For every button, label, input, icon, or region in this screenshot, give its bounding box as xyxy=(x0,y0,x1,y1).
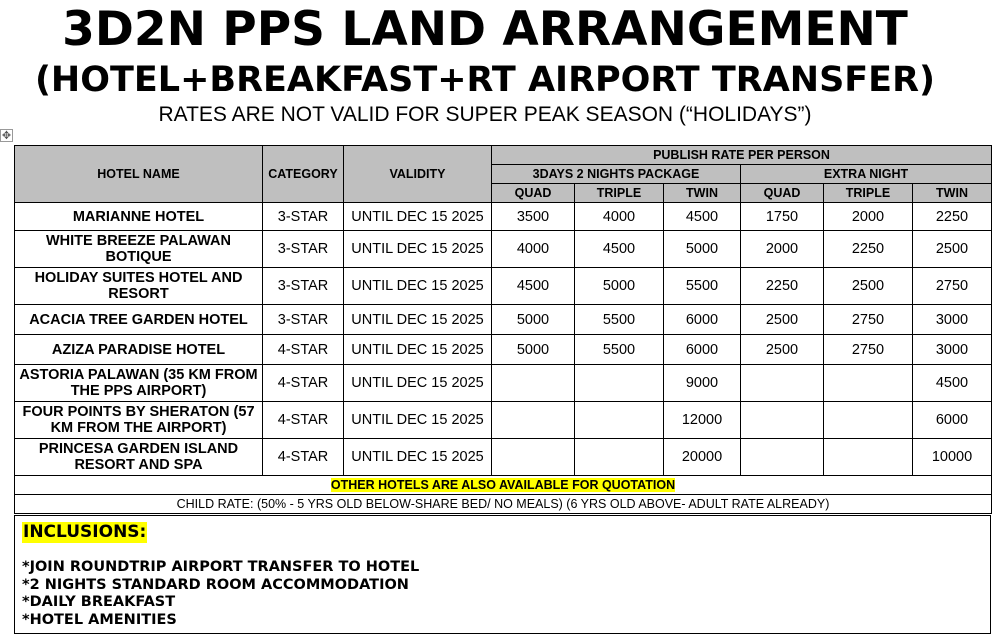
ex-quad: 2000 xyxy=(741,231,824,268)
inclusions-list xyxy=(22,559,419,629)
hotel-name: MARIANNE HOTEL xyxy=(15,203,263,231)
category: 4-STAR xyxy=(263,335,344,365)
header-validity: VALIDITY xyxy=(344,146,492,203)
ex-triple xyxy=(824,402,913,439)
ex-quad: 1750 xyxy=(741,203,824,231)
pkg-twin: 12000 xyxy=(664,402,741,439)
page-subtitle: (HOTEL+BREAKFAST+RT AIRPORT TRANSFER) xyxy=(34,60,936,100)
header-publish-rate: PUBLISH RATE PER PERSON xyxy=(492,146,992,165)
ex-triple: 2000 xyxy=(824,203,913,231)
validity: UNTIL DEC 15 2025 xyxy=(344,268,492,305)
inclusions-box xyxy=(14,515,991,634)
ex-quad xyxy=(741,365,824,402)
pkg-twin: 20000 xyxy=(664,439,741,476)
pkg-quad: 4500 xyxy=(492,268,575,305)
table-row xyxy=(15,439,992,476)
pkg-triple: 5500 xyxy=(575,335,664,365)
table-row xyxy=(15,231,992,268)
ex-twin: 2500 xyxy=(913,231,992,268)
hotel-name: WHITE BREEZE PALAWAN BOTIQUE xyxy=(15,231,263,268)
other-hotels-row xyxy=(15,476,992,495)
ex-twin: 2750 xyxy=(913,268,992,305)
child-rate-row xyxy=(15,495,992,514)
ex-triple: 2500 xyxy=(824,268,913,305)
pkg-quad: 4000 xyxy=(492,231,575,268)
pkg-triple xyxy=(575,365,664,402)
category: 3-STAR xyxy=(263,203,344,231)
table-row xyxy=(15,402,992,439)
ex-quad xyxy=(741,439,824,476)
hotel-name: HOLIDAY SUITES HOTEL AND RESORT xyxy=(15,268,263,305)
header-hotel-name: HOTEL NAME xyxy=(15,146,263,203)
category: 4-STAR xyxy=(263,402,344,439)
pkg-twin: 5500 xyxy=(664,268,741,305)
ex-twin: 10000 xyxy=(913,439,992,476)
pkg-twin: 5000 xyxy=(664,231,741,268)
other-hotels-note: OTHER HOTELS ARE ALSO AVAILABLE FOR QUOTATION xyxy=(330,478,676,492)
table-row xyxy=(15,268,992,305)
pkg-triple: 4000 xyxy=(575,203,664,231)
ex-twin: 3000 xyxy=(913,305,992,335)
category: 3-STAR xyxy=(263,305,344,335)
pkg-twin: 6000 xyxy=(664,335,741,365)
pkg-quad xyxy=(492,402,575,439)
pkg-triple xyxy=(575,439,664,476)
header-pkg-quad: QUAD xyxy=(492,184,575,203)
page-title: 3D2N PPS LAND ARRANGEMENT xyxy=(62,2,908,57)
pkg-triple: 5500 xyxy=(575,305,664,335)
table-move-icon[interactable]: ✥ xyxy=(1,129,12,142)
category: 3-STAR xyxy=(263,231,344,268)
validity: UNTIL DEC 15 2025 xyxy=(344,439,492,476)
validity: UNTIL DEC 15 2025 xyxy=(344,203,492,231)
category: 4-STAR xyxy=(263,365,344,402)
header-category: CATEGORY xyxy=(263,146,344,203)
pkg-twin: 4500 xyxy=(664,203,741,231)
header-ex-quad: QUAD xyxy=(741,184,824,203)
ex-twin: 6000 xyxy=(913,402,992,439)
list-item: *HOTEL AMENITIES xyxy=(22,611,177,628)
validity: UNTIL DEC 15 2025 xyxy=(344,335,492,365)
inclusions-title: INCLUSIONS: xyxy=(23,522,147,542)
rates-table xyxy=(14,145,992,514)
header-ex-triple: TRIPLE xyxy=(824,184,913,203)
ex-quad: 2500 xyxy=(741,335,824,365)
pkg-quad xyxy=(492,365,575,402)
pkg-twin: 6000 xyxy=(664,305,741,335)
ex-twin: 3000 xyxy=(913,335,992,365)
hotel-name: FOUR POINTS BY SHERATON (57 KM FROM THE AIRPORT) xyxy=(15,402,263,439)
pkg-triple: 4500 xyxy=(575,231,664,268)
ex-triple: 2750 xyxy=(824,305,913,335)
pkg-quad: 5000 xyxy=(492,305,575,335)
validity: UNTIL DEC 15 2025 xyxy=(344,402,492,439)
category: 4-STAR xyxy=(263,439,344,476)
ex-quad xyxy=(741,402,824,439)
header-extra-night: EXTRA NIGHT xyxy=(741,165,992,184)
table-row xyxy=(15,305,992,335)
table-row xyxy=(15,203,992,231)
ex-twin: 4500 xyxy=(913,365,992,402)
ex-twin: 2250 xyxy=(913,203,992,231)
validity: UNTIL DEC 15 2025 xyxy=(344,305,492,335)
header-ex-twin: TWIN xyxy=(913,184,992,203)
child-rate-note: CHILD RATE: (50% - 5 YRS OLD BELOW-SHARE BED/ NO MEALS) (6 YRS OLD ABOVE- ADULT RATE ALREADY) xyxy=(15,495,992,514)
header-pkg-twin: TWIN xyxy=(664,184,741,203)
ex-triple xyxy=(824,439,913,476)
table-row xyxy=(15,365,992,402)
hotel-name: AZIZA PARADISE HOTEL xyxy=(15,335,263,365)
hotel-name: ASTORIA PALAWAN (35 KM FROM THE PPS AIRPORT) xyxy=(15,365,263,402)
ex-quad: 2250 xyxy=(741,268,824,305)
table-row xyxy=(15,335,992,365)
pkg-twin: 9000 xyxy=(664,365,741,402)
ex-triple: 2250 xyxy=(824,231,913,268)
header-pkg-triple: TRIPLE xyxy=(575,184,664,203)
list-item: *DAILY BREAKFAST xyxy=(22,594,176,610)
pkg-triple: 5000 xyxy=(575,268,664,305)
hotel-name: PRINCESA GARDEN ISLAND RESORT AND SPA xyxy=(15,439,263,476)
category: 3-STAR xyxy=(263,268,344,305)
header-package: 3DAYS 2 NIGHTS PACKAGE xyxy=(492,165,741,184)
validity: UNTIL DEC 15 2025 xyxy=(344,365,492,402)
pkg-quad xyxy=(492,439,575,476)
pkg-quad: 5000 xyxy=(492,335,575,365)
ex-quad: 2500 xyxy=(741,305,824,335)
pkg-triple xyxy=(575,402,664,439)
ex-triple: 2750 xyxy=(824,335,913,365)
list-item: *JOIN ROUNDTRIP AIRPORT TRANSFER TO HOTEL xyxy=(22,559,420,575)
list-item: *2 NIGHTS STANDARD ROOM ACCOMMODATION xyxy=(22,576,409,593)
season-note: RATES ARE NOT VALID FOR SUPER PEAK SEASON (“HOLIDAYS”) xyxy=(158,103,812,126)
hotel-name: ACACIA TREE GARDEN HOTEL xyxy=(15,305,263,335)
ex-triple xyxy=(824,365,913,402)
validity: UNTIL DEC 15 2025 xyxy=(344,231,492,268)
pkg-quad: 3500 xyxy=(492,203,575,231)
